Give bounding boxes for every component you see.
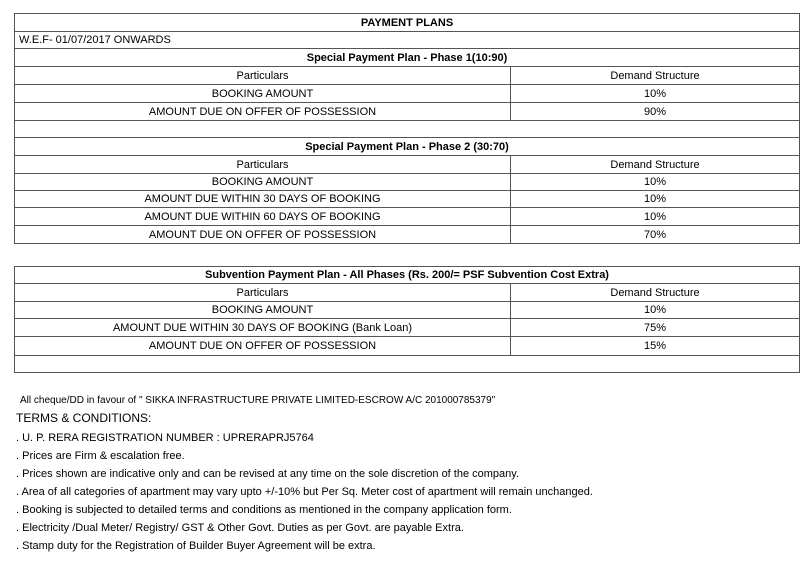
table-row (15, 103, 800, 121)
cheque-note-text: All cheque/DD in favour of " SIKKA INFRASTRUCTURE PRIVATE LIMITED-ESCROW A/C 201000785379" (20, 395, 496, 406)
particular-cell: BOOKING AMOUNT (15, 174, 511, 191)
demand-cell: 10% (511, 174, 800, 191)
payment-plans-title: PAYMENT PLANS (15, 14, 800, 32)
subvention-title: Subvention Payment Plan - All Phases (Rs. 200/= PSF Subvention Cost Extra) (15, 267, 800, 284)
demand-cell: 90% (511, 103, 800, 121)
cheque-note (20, 392, 495, 410)
demand-cell: 15% (511, 337, 800, 356)
table-row (15, 191, 800, 208)
demand-cell: 10% (511, 85, 800, 103)
subvention-header-demand: Demand Structure (511, 284, 800, 302)
terms-list (16, 429, 593, 555)
subvention-header-particulars: Particulars (15, 284, 511, 302)
table-row (15, 319, 800, 337)
terms-item: . Booking is subjected to detailed terms and conditions as mentioned in the company application form. (16, 504, 512, 516)
table-row (15, 85, 800, 103)
terms-item: . Prices are Firm & escalation free. (16, 450, 185, 462)
particular-cell: AMOUNT DUE WITHIN 60 DAYS OF BOOKING (15, 208, 511, 226)
table-row (15, 226, 800, 244)
particular-cell: AMOUNT DUE ON OFFER OF POSSESSION (15, 337, 511, 356)
particular-cell: AMOUNT DUE ON OFFER OF POSSESSION (15, 226, 511, 244)
phase2-header-demand: Demand Structure (511, 156, 800, 174)
spacer-row (15, 356, 800, 373)
terms-heading-text: TERMS & CONDITIONS: (16, 411, 152, 425)
table-row (15, 337, 800, 356)
phase1-header-particulars: Particulars (15, 67, 511, 85)
demand-cell: 10% (511, 302, 800, 319)
particular-cell: AMOUNT DUE ON OFFER OF POSSESSION (15, 103, 511, 121)
phase1-title: Special Payment Plan - Phase 1(10:90) (15, 49, 800, 67)
demand-cell: 10% (511, 208, 800, 226)
phase1-header-demand: Demand Structure (511, 67, 800, 85)
table-row (15, 302, 800, 319)
terms-heading (16, 409, 151, 427)
terms-item: . U. P. RERA REGISTRATION NUMBER : UPRERAPRJ5764 (16, 432, 314, 444)
table-row (15, 208, 800, 226)
phase2-header-particulars: Particulars (15, 156, 511, 174)
particular-cell: BOOKING AMOUNT (15, 85, 511, 103)
demand-cell: 70% (511, 226, 800, 244)
terms-item: . Stamp duty for the Registration of Builder Buyer Agreement will be extra. (16, 540, 376, 552)
terms-item: . Area of all categories of apartment may vary upto +/-10% but Per Sq. Meter cost of apartment will remain unchanged. (16, 486, 593, 498)
particular-cell: BOOKING AMOUNT (15, 302, 511, 319)
terms-item: . Prices shown are indicative only and can be revised at any time on the sole discretion of the company. (16, 468, 520, 480)
spacer-row (15, 121, 800, 138)
subvention-plan-table (14, 266, 800, 373)
payment-plans-table (14, 13, 800, 244)
wef-date: W.E.F- 01/07/2017 ONWARDS (15, 32, 800, 49)
particular-cell: AMOUNT DUE WITHIN 30 DAYS OF BOOKING (15, 191, 511, 208)
terms-item: . Electricity /Dual Meter/ Registry/ GST & Other Govt. Duties as per Govt. are payable Extra. (16, 522, 464, 534)
particular-cell: AMOUNT DUE WITHIN 30 DAYS OF BOOKING (Bank Loan) (15, 319, 511, 337)
demand-cell: 75% (511, 319, 800, 337)
demand-cell: 10% (511, 191, 800, 208)
phase2-title: Special Payment Plan - Phase 2 (30:70) (15, 138, 800, 156)
table-row (15, 174, 800, 191)
